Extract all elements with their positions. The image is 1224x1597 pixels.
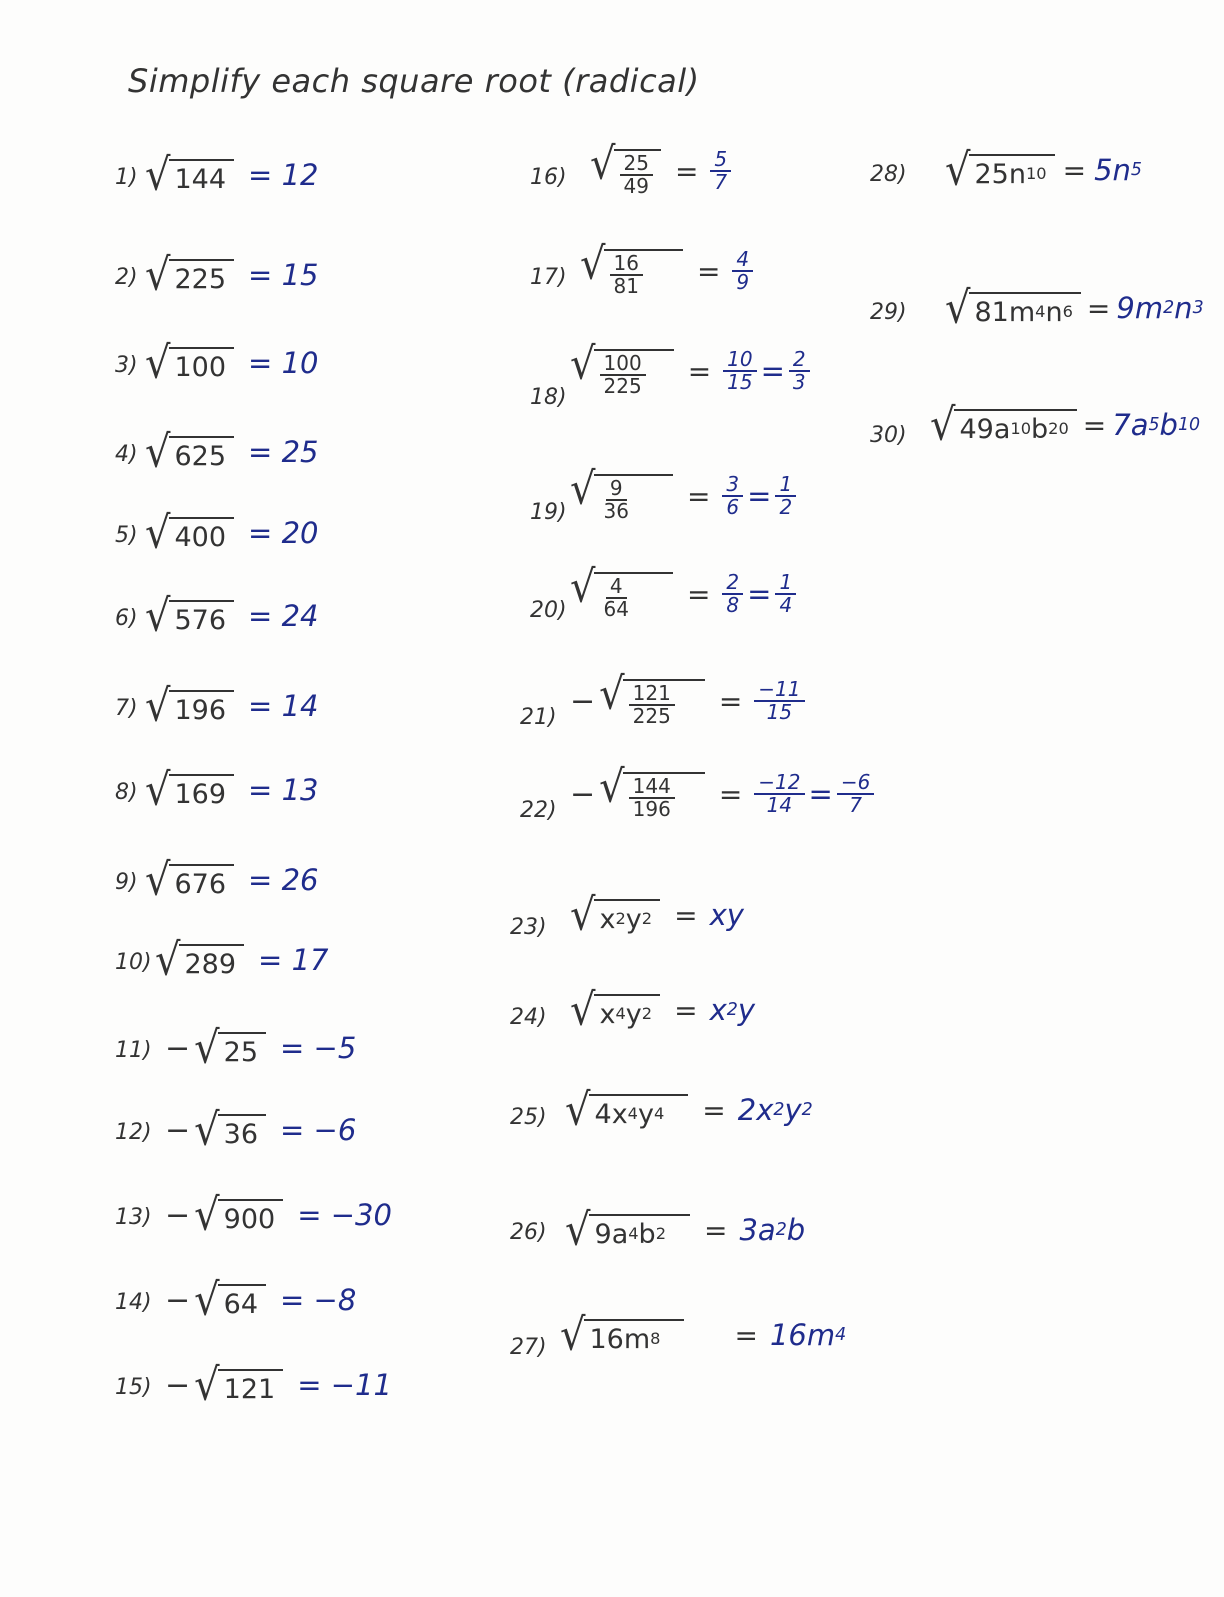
answer: = 24 <box>248 599 319 633</box>
radicand-fraction <box>610 253 643 297</box>
denominator: 64 <box>603 597 629 621</box>
equals-sign: = <box>1062 153 1087 187</box>
answer: xy <box>709 898 744 932</box>
radicand: 900 <box>218 1199 284 1235</box>
numerator: 121 <box>629 683 675 706</box>
equals-sign: = <box>674 154 699 188</box>
problem-expression <box>165 1359 392 1411</box>
answer: x 2 y <box>709 993 755 1027</box>
radical: √ 196 <box>145 686 234 726</box>
equals-sign: = <box>686 577 711 611</box>
answer: = 20 <box>248 516 319 550</box>
radicand: 625 <box>169 436 235 472</box>
negative-sign: − <box>165 1282 191 1318</box>
negative-sign: − <box>165 1112 191 1148</box>
problem-expression <box>570 562 796 621</box>
equals-sign: = <box>686 479 711 513</box>
radical: √ $\frac{100}{225}$ <box>570 345 674 397</box>
answer: $\frac{3}{6}$ = $\frac{1}{2}$ <box>722 474 796 518</box>
denominator: 49 <box>623 174 649 198</box>
problem-number: 30) <box>870 423 907 448</box>
problem-number: 29) <box>870 300 907 325</box>
answer: = −11 <box>297 1368 392 1402</box>
answer: = 13 <box>248 773 319 807</box>
radicand: 225 <box>169 259 235 295</box>
problem-expression <box>145 249 319 301</box>
radical: √ $\frac{121}{225}$ <box>599 675 705 727</box>
problem-expression <box>580 239 753 298</box>
answer: = −6 <box>280 1113 357 1147</box>
equals-sign: = <box>704 1213 728 1247</box>
equals-sign: = <box>674 993 698 1027</box>
problem-number: 18) <box>530 385 567 410</box>
radical: √ 49 a 10 b 20 <box>930 405 1077 445</box>
equals-sign: = <box>718 684 743 718</box>
answer: = −8 <box>280 1283 357 1317</box>
problem-expression <box>145 337 319 389</box>
problem-expression <box>560 1309 847 1361</box>
radical: √ 169 <box>145 770 234 810</box>
radicand: 144 <box>169 159 235 195</box>
answer: 5 n 5 <box>1094 153 1142 187</box>
problem-number: 28) <box>870 162 907 187</box>
problem-expression <box>145 764 319 816</box>
numerator: 100 <box>600 353 646 376</box>
radical: √ 400 <box>145 513 234 553</box>
answer: = 26 <box>248 863 319 897</box>
problem-number: 2) <box>115 265 138 290</box>
problem-expression <box>570 889 744 941</box>
problem-number: 26) <box>510 1220 547 1245</box>
radical: √ 64 <box>194 1280 266 1320</box>
problem-expression <box>155 934 329 986</box>
equals-sign: = <box>1082 408 1107 442</box>
problem-number: 15) <box>115 1375 152 1400</box>
problem-expression <box>145 590 319 642</box>
radical: √ 144 <box>145 155 234 195</box>
problem-expression <box>570 464 796 523</box>
problem-number: 19) <box>530 500 567 525</box>
problem-expression <box>590 139 731 198</box>
equals-sign: = <box>718 777 743 811</box>
answer: = 15 <box>248 258 319 292</box>
problem-number: 8) <box>115 780 138 805</box>
radicand: 25 <box>218 1032 266 1068</box>
negative-sign: − <box>570 683 596 719</box>
radicand: 576 <box>169 600 235 636</box>
radicand-fraction <box>600 478 633 522</box>
problem-expression <box>165 1189 392 1241</box>
answer: $\frac{2}{8}$ = $\frac{1}{4}$ <box>722 572 796 616</box>
answer: 16 m 4 <box>769 1318 847 1352</box>
radical: √ 576 <box>145 596 234 636</box>
numerator: 16 <box>610 253 643 276</box>
radicand: 289 <box>179 944 245 980</box>
equals-sign: = <box>702 1093 726 1127</box>
problem-expression <box>570 984 755 1036</box>
numerator: 25 <box>620 153 653 176</box>
answer: = 12 <box>248 158 319 192</box>
answer: = 17 <box>258 943 329 977</box>
problem-number: 11) <box>115 1038 152 1063</box>
radicand: 4 x 4 y 4 <box>589 1094 689 1130</box>
radicand: 400 <box>169 517 235 553</box>
answer: 2 x 2 y 2 <box>737 1093 813 1127</box>
radical: √ $\frac{25}{49}$ <box>590 145 661 197</box>
problem-number: 5) <box>115 523 138 548</box>
problem-expression <box>165 1022 357 1074</box>
radical: √ $\frac{9}{36}$ <box>570 470 673 522</box>
problem-expression <box>165 1274 357 1326</box>
radicand-fraction <box>600 353 646 397</box>
radical: √ 81 m 4 n 6 <box>945 288 1081 328</box>
radical: √ $\frac{144}{196}$ <box>599 768 705 820</box>
problem-expression <box>145 680 319 732</box>
answer: 7 a 5 b 10 <box>1112 408 1201 442</box>
radical: √ 25 <box>194 1028 266 1068</box>
problem-number: 20) <box>530 598 567 623</box>
problem-expression <box>570 762 874 821</box>
problem-number: 4) <box>115 442 138 467</box>
answer: $\frac{4}{9}$ <box>732 249 753 293</box>
radical: √ 9 a 4 b 2 <box>565 1210 690 1250</box>
problem-expression <box>570 339 810 398</box>
answer: = −30 <box>297 1198 392 1232</box>
answer: 9 m 2 n 3 <box>1116 291 1204 325</box>
answer: 3 a 2 b <box>739 1213 806 1247</box>
answer: $\frac{5}{7}$ <box>710 149 731 193</box>
radical: √ x 4 y 2 <box>570 990 660 1030</box>
radical: √ 25 n 10 <box>945 150 1055 190</box>
negative-sign: − <box>165 1197 191 1233</box>
radicand: 16 m 8 <box>584 1319 685 1355</box>
problem-expression <box>565 1204 806 1256</box>
radicand: 676 <box>169 864 235 900</box>
radicand: 196 <box>169 690 235 726</box>
radicand-fraction <box>629 683 675 727</box>
radical: √ x 2 y 2 <box>570 895 660 935</box>
answer: $\frac{-11}{15}$ <box>754 679 804 723</box>
numerator: 144 <box>629 776 675 799</box>
denominator: 196 <box>632 797 671 821</box>
denominator: 36 <box>603 499 629 523</box>
negative-sign: − <box>165 1367 191 1403</box>
answer: = 10 <box>248 346 319 380</box>
equals-sign: = <box>696 254 721 288</box>
radicand: 121 <box>218 1369 284 1405</box>
negative-sign: − <box>570 776 596 812</box>
numerator: 9 <box>606 478 627 501</box>
denominator: 225 <box>632 704 671 728</box>
answer: $\frac{10}{15}$ = $\frac{2}{3}$ <box>723 349 810 393</box>
radical: √ 16 m 8 <box>560 1315 684 1355</box>
problem-number: 3) <box>115 353 138 378</box>
equals-sign: = <box>734 1318 758 1352</box>
problem-expression <box>145 426 319 478</box>
radical: √ 289 <box>155 940 244 980</box>
problem-expression <box>145 854 319 906</box>
problem-number: 25) <box>510 1105 547 1130</box>
problem-number: 23) <box>510 915 547 940</box>
radicand-fraction <box>600 576 633 620</box>
problem-expression <box>565 1084 813 1136</box>
problem-number: 27) <box>510 1335 547 1360</box>
problem-expression <box>945 144 1142 196</box>
problem-expression <box>145 507 319 559</box>
radical: √ 36 <box>194 1110 266 1150</box>
radical: √ 625 <box>145 432 234 472</box>
problem-number: 21) <box>520 705 557 730</box>
problem-number: 24) <box>510 1005 547 1030</box>
problem-expression <box>945 282 1204 334</box>
radical: √ $\frac{16}{81}$ <box>580 245 683 297</box>
radical: √ 121 <box>194 1365 283 1405</box>
problem-expression <box>145 149 319 201</box>
denominator: 81 <box>613 274 639 298</box>
problem-number: 6) <box>115 606 138 631</box>
equals-sign: = <box>687 354 712 388</box>
radicand: x 2 y 2 <box>594 899 661 935</box>
equals-sign: = <box>674 898 698 932</box>
radicand: 9 a 4 b 2 <box>589 1214 691 1250</box>
problem-number: 9) <box>115 870 138 895</box>
problem-number: 1) <box>115 165 138 190</box>
radicand-fraction <box>620 153 653 197</box>
radical: √ 676 <box>145 860 234 900</box>
negative-sign: − <box>165 1030 191 1066</box>
radical: √ 4 x 4 y 4 <box>565 1090 688 1130</box>
answer: $\frac{-12}{14}$ = $\frac{-6}{7}$ <box>754 772 874 816</box>
radicand-fraction <box>629 776 675 820</box>
problem-expression <box>930 399 1201 451</box>
worksheet-title: Simplify each square root (radical) <box>128 62 700 100</box>
radicand: 64 <box>218 1284 266 1320</box>
problem-number: 16) <box>530 165 567 190</box>
radicand: 49 a 10 b 20 <box>954 409 1077 445</box>
problem-expression <box>165 1104 357 1156</box>
answer: = −5 <box>280 1031 357 1065</box>
radical: √ 100 <box>145 343 234 383</box>
problem-number: 17) <box>530 265 567 290</box>
problem-number: 12) <box>115 1120 152 1145</box>
equals-sign: = <box>1086 291 1111 325</box>
problem-number: 14) <box>115 1290 152 1315</box>
radicand: 169 <box>169 774 235 810</box>
numerator: 4 <box>606 576 627 599</box>
answer: = 25 <box>248 435 319 469</box>
radicand: x 4 y 2 <box>594 994 661 1030</box>
problem-number: 22) <box>520 798 557 823</box>
problem-number: 13) <box>115 1205 152 1230</box>
radical: √ 225 <box>145 255 234 295</box>
radicand: 81 m 4 n 6 <box>969 292 1081 328</box>
radicand: 25 n 10 <box>969 154 1055 190</box>
problem-number: 10) <box>115 950 152 975</box>
radicand: 36 <box>218 1114 266 1150</box>
problem-expression <box>570 669 805 728</box>
answer: = 14 <box>248 689 319 723</box>
radicand: 100 <box>169 347 235 383</box>
problem-number: 7) <box>115 696 138 721</box>
radical: √ $\frac{4}{64}$ <box>570 568 673 620</box>
denominator: 225 <box>603 374 642 398</box>
radical: √ 900 <box>194 1195 283 1235</box>
